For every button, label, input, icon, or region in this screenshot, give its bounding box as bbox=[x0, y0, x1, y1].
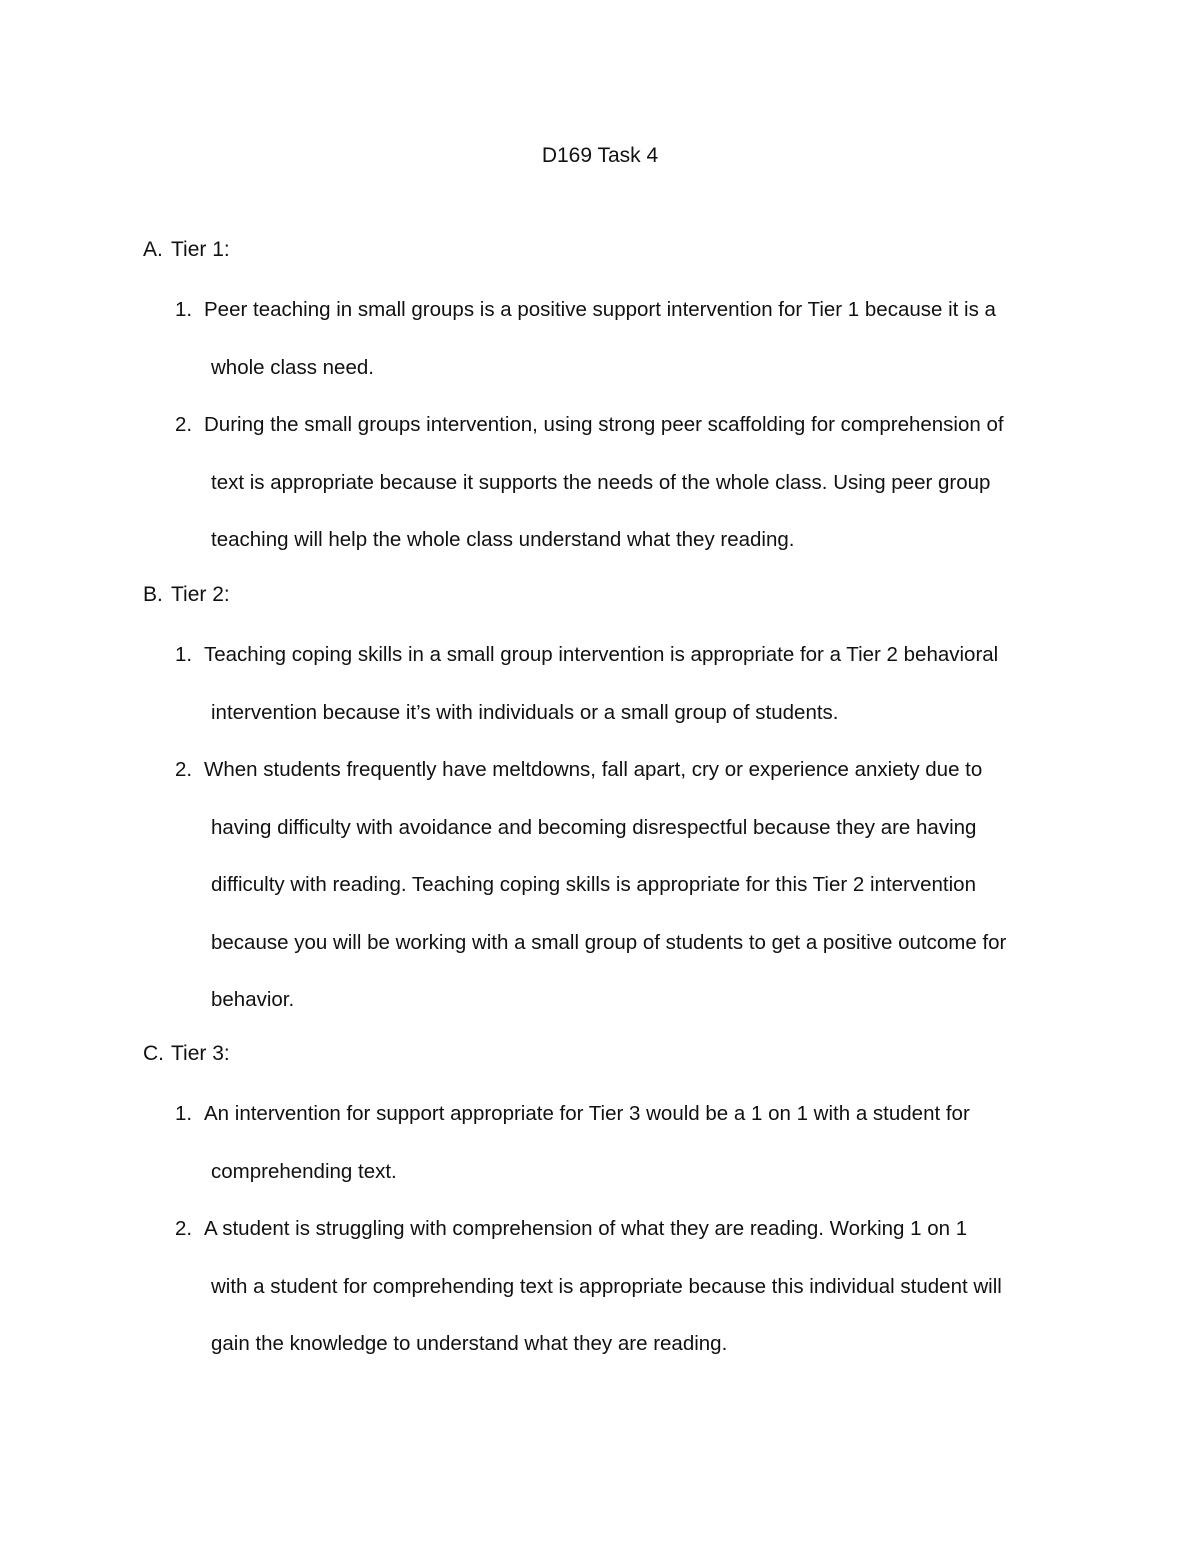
list-item-number: 2. bbox=[175, 758, 193, 781]
text-line: text is appropriate because it supports the needs of the whole class. Using peer group bbox=[211, 470, 991, 494]
text-line: behavior. bbox=[211, 988, 295, 1011]
text-line: comprehending text. bbox=[211, 1159, 397, 1183]
section-tier-2 bbox=[143, 579, 1123, 1029]
list-item bbox=[175, 1200, 1075, 1373]
text-line: because you will be working with a small group of students to get a positive outcome for bbox=[211, 930, 1007, 954]
section-heading bbox=[143, 1038, 1123, 1070]
list-item bbox=[175, 396, 1075, 569]
text-line: During the small groups intervention, using strong peer scaffolding for comprehension of bbox=[204, 413, 1004, 436]
list-item-text bbox=[204, 626, 1075, 741]
text-line: A student is struggling with comprehension of what they are reading. Working 1 on 1 bbox=[204, 1217, 968, 1240]
text-line: difficulty with reading. Teaching coping skills is appropriate for this Tier 2 intervention bbox=[211, 873, 976, 896]
text-line: An intervention for support appropriate for Tier 3 would be a 1 on 1 with a student for bbox=[204, 1102, 970, 1125]
text-line: with a student for comprehending text is appropriate because this individual student will bbox=[211, 1274, 1002, 1298]
document-title: D169 Task 4 bbox=[541, 144, 659, 167]
list-item-number: 1. bbox=[175, 643, 193, 666]
text-line: Peer teaching in small groups is a positive support intervention for Tier 1 because it is a bbox=[204, 298, 996, 321]
text-line: gain the knowledge to understand what they are reading. bbox=[211, 1332, 728, 1355]
list-item-number: 2. bbox=[175, 1217, 193, 1240]
text-line: having difficulty with avoidance and becoming disrespectful because they are having bbox=[211, 815, 977, 839]
text-line: teaching will help the whole class understand what they reading. bbox=[211, 528, 795, 551]
section-tier-1 bbox=[143, 234, 1123, 569]
list-item-text bbox=[204, 281, 1075, 396]
section-tier-3 bbox=[143, 1038, 1123, 1373]
text-line: whole class need. bbox=[211, 355, 374, 379]
section-heading-text: Tier 2: bbox=[171, 583, 230, 606]
list-item-number: 1. bbox=[175, 298, 193, 321]
list-item-number: 1. bbox=[175, 1102, 193, 1125]
list-item-text bbox=[204, 396, 1075, 569]
list-item-number: 2. bbox=[175, 413, 193, 436]
list-item bbox=[175, 1085, 1075, 1200]
section-heading-text: Tier 3: bbox=[171, 1042, 230, 1065]
text-line: When students frequently have meltdowns, fall apart, cry or experience anxiety due to bbox=[204, 758, 983, 781]
list-item-text bbox=[204, 1085, 1075, 1200]
section-heading-text: Tier 1: bbox=[171, 238, 230, 261]
list-item bbox=[175, 281, 1075, 396]
text-line: Teaching coping skills in a small group intervention is appropriate for a Tier 2 behavioral bbox=[204, 643, 999, 666]
section-letter: B. bbox=[143, 583, 163, 606]
section-letter: C. bbox=[143, 1042, 164, 1065]
list-item-text bbox=[204, 741, 1075, 1029]
section-heading bbox=[143, 579, 1123, 611]
list-item-text bbox=[204, 1200, 1075, 1373]
section-letter: A. bbox=[143, 238, 163, 261]
list-item bbox=[175, 741, 1075, 1029]
section-heading bbox=[143, 234, 1123, 266]
text-line: intervention because it’s with individuals or a small group of students. bbox=[211, 700, 839, 724]
list-item bbox=[175, 626, 1075, 741]
